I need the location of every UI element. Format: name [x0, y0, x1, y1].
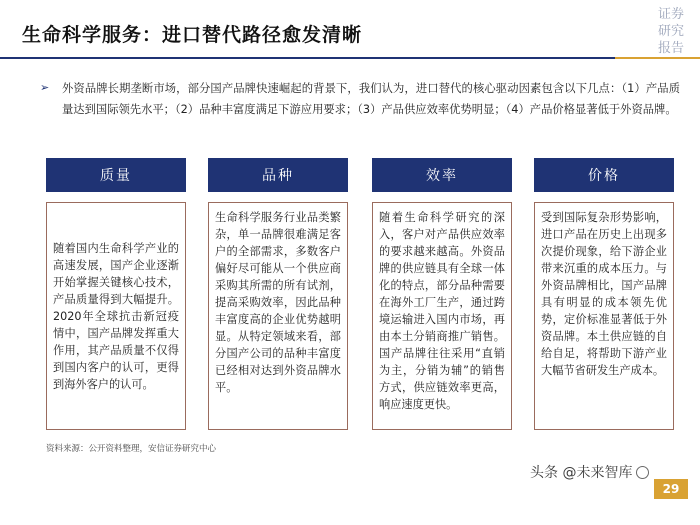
wechat-icon	[636, 466, 649, 479]
card-text: 随着生命科学研究的深入，客户对产品供应效率的要求越来越高。外资品牌的供应链具有全球一体化的特点，部分品种需要在海外工厂生产，通过跨境运输进入国内市场，再由本土分销商推广销售。国产品牌往往采用“直销为主，分销为辅”的销售方式，供应链效率更高，响应速度更快。	[379, 211, 505, 411]
intro-paragraph: 外资品牌长期垄断市场，部分国产品牌快速崛起的背景下，我们认为，进口替代的核心驱动因素包含以下几点：（1）产品质量达到国际领先水平；（2）品种丰富度满足下游应用要求；（3）产品供应效率优势明显；（4）产品价格显著低于外资品牌。	[62, 82, 680, 116]
card-text: 生命科学服务行业品类繁杂，单一品牌很难满足客户的全部需求，多数客户偏好尽可能从一个供应商采购其所需的所有试剂，提高采购效率，因此品种丰富度高的企业优势越明显。从特定领域来看，部分国产公司的品种丰富度已经相对达到外资品牌水平。	[215, 211, 341, 394]
column-card-variety	[208, 202, 348, 430]
page-title: 生命科学服务：进口替代路径愈发清晰	[22, 24, 363, 46]
column-card-efficiency	[372, 202, 512, 430]
column-card-quality	[46, 202, 186, 430]
column-header-variety: 品种	[208, 158, 348, 192]
column-header-quality: 质量	[46, 158, 186, 192]
column-card-price	[534, 202, 674, 430]
bullet-arrow-icon: ➢	[40, 81, 50, 94]
watermark-text: 头条 @未来智库	[530, 465, 633, 481]
brand-line: 研究	[657, 24, 684, 39]
column-header-efficiency: 效率	[372, 158, 512, 192]
brand-line: 报告	[657, 41, 684, 56]
page-number: 29	[654, 479, 688, 499]
watermark	[530, 462, 649, 482]
brand-line: 证券	[657, 7, 684, 22]
column-header-price: 价格	[534, 158, 674, 192]
source-note: 资料来源：公开资料整理，安信证券研究中心	[46, 444, 217, 454]
card-text: 受到国际复杂形势影响，进口产品在历史上出现多次提价现象，给下游企业带来沉重的成本压力。与外资品牌相比，国产品牌具有明显的成本领先优势，定价标准显著低于外资品牌。本土供应链的自给自足，将帮助下游产业大幅节省研发生产成本。	[541, 211, 667, 377]
title-rule-blue	[0, 57, 615, 59]
brand-mark	[656, 6, 686, 57]
title-rule-gold	[615, 57, 700, 59]
card-text: 随着国内生命科学产业的高速发展，国产企业逐渐开始掌握关键核心技术，产品质量得到大幅提升。2020年全球抗击新冠疫情中，国产品牌发挥重大作用，其产品质量不仅得到国内客户的认可，更得到海外客户的认可。	[53, 241, 179, 391]
